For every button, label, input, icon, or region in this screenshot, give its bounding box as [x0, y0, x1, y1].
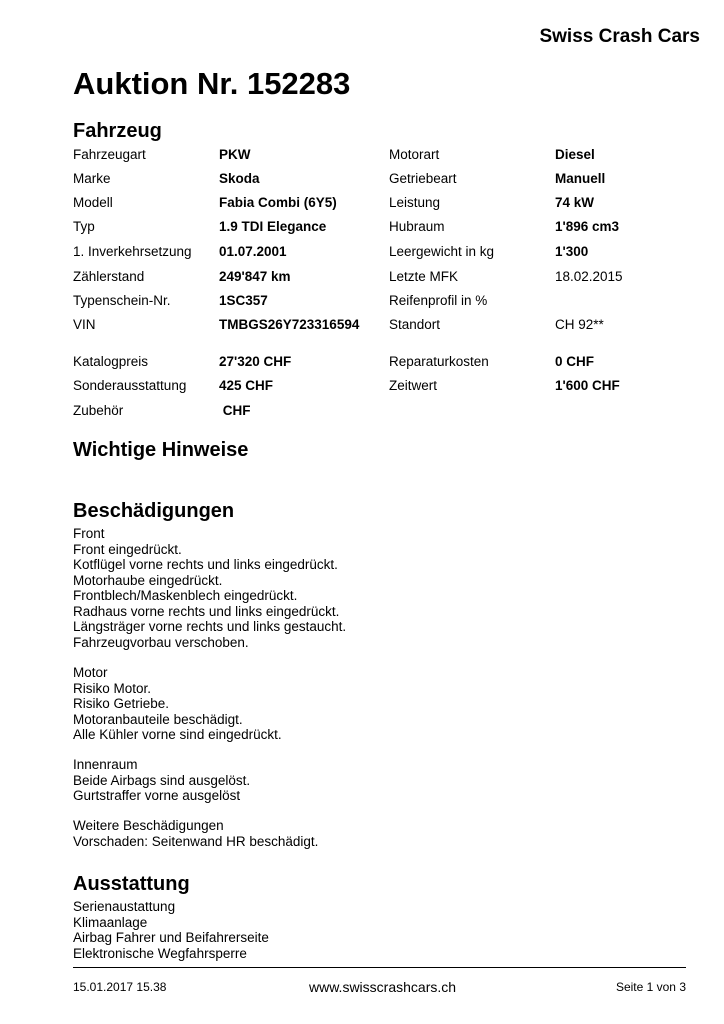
field-label: Leistung: [389, 195, 441, 210]
field-value: TMBGS26Y723316594: [219, 317, 360, 332]
damage-line: Motorhaube eingedrückt.: [73, 572, 223, 588]
damage-group-motor: [73, 665, 282, 743]
field-value: 1.9 TDI Elegance: [219, 219, 327, 234]
damage-line: Risiko Getriebe.: [73, 696, 170, 711]
field-value: Skoda: [219, 171, 260, 186]
field-label: Hubraum: [389, 219, 445, 234]
price-row: [0, 354, 724, 374]
footer-divider: [73, 967, 686, 968]
field-value: 27'320 CHF: [219, 354, 292, 369]
price-row: [0, 403, 724, 423]
field-label: Motorart: [389, 147, 440, 162]
damage-line: Front: [73, 526, 105, 541]
vehicle-row: [0, 219, 724, 239]
field-label: Zeitwert: [389, 378, 438, 393]
damage-line: Risiko Motor.: [73, 680, 152, 696]
equipment-item: Elektronische Wegfahrsperre: [73, 945, 247, 961]
vehicle-row: [0, 244, 724, 264]
vehicle-row: [0, 147, 724, 167]
equipment-item: Serienaustattung: [73, 899, 176, 914]
brand-name: Swiss Crash Cars: [539, 26, 700, 47]
equipment-item: Klimaanlage: [73, 914, 148, 930]
damage-group-front: [73, 526, 346, 650]
field-value: CH 92**: [555, 317, 604, 332]
field-value: 425 CHF: [219, 378, 274, 393]
damage-line: Längsträger vorne rechts und links gestaucht.: [73, 619, 347, 634]
damage-line: Vorschaden: Seitenwand HR beschädigt.: [73, 833, 319, 849]
field-value: 01.07.2001: [219, 244, 287, 259]
field-label: Getriebeart: [389, 171, 457, 186]
field-value: Fabia Combi (6Y5): [219, 195, 337, 210]
footer-date: 15.01.2017 15.38: [73, 980, 167, 994]
field-label: Leergewicht in kg: [389, 244, 495, 259]
field-value: 1'300: [555, 244, 589, 259]
field-value: 1'600 CHF: [555, 378, 620, 393]
field-value: Diesel: [555, 147, 595, 162]
damage-line: Beide Airbags sind ausgelöst.: [73, 772, 251, 788]
field-value: Manuell: [555, 171, 606, 186]
field-label: Typenschein-Nr.: [73, 293, 171, 308]
section-heading-damages: Beschädigungen: [73, 500, 235, 522]
damage-line: Kotflügel vorne rechts und links eingedrückt.: [73, 557, 338, 572]
field-label: Letzte MFK: [389, 269, 459, 284]
field-label: Sonderausstattung: [73, 378, 187, 393]
damage-group-interior: [73, 757, 250, 804]
vehicle-row: [0, 293, 724, 313]
equipment-item: Airbag Fahrer und Beifahrerseite: [73, 930, 269, 945]
field-label: Marke: [73, 171, 111, 186]
footer-page-number: Seite 1 von 3: [615, 980, 686, 994]
field-value: 18.02.2015: [555, 269, 623, 284]
damage-line: Frontblech/Maskenblech eingedrückt.: [73, 588, 298, 603]
vehicle-row: [0, 171, 724, 191]
vehicle-row: [0, 195, 724, 215]
vehicle-row: [0, 317, 724, 337]
footer-website-link[interactable]: www.swisscrashcars.ch: [309, 979, 457, 995]
damage-line: Motor: [73, 665, 108, 680]
damage-group-other: [73, 818, 318, 849]
field-label: Typ: [73, 219, 95, 234]
field-value: 249'847 km: [219, 269, 291, 284]
field-value: 0 CHF: [555, 354, 595, 369]
field-value: 74 kW: [555, 195, 595, 210]
field-value: 1SC357: [219, 293, 268, 308]
damage-line: Innenraum: [73, 757, 138, 772]
section-heading-vehicle: Fahrzeug: [73, 120, 162, 142]
damage-line: Fahrzeugvorbau verschoben.: [73, 634, 249, 650]
field-label: Katalogpreis: [73, 354, 149, 369]
field-label: Fahrzeugart: [73, 147, 146, 162]
field-value: CHF: [219, 403, 251, 418]
damage-line: Radhaus vorne rechts und links eingedrückt.: [73, 603, 340, 619]
damage-line: Gurtstraffer vorne ausgelöst: [73, 788, 241, 803]
section-heading-equipment: Ausstattung: [73, 873, 190, 895]
field-label: 1. Inverkehrsetzung: [73, 244, 192, 259]
field-label: Reparaturkosten: [389, 354, 489, 369]
page-title: Auktion Nr. 152283: [73, 66, 351, 101]
field-label: VIN: [73, 317, 96, 332]
field-value: 1'896 cm3: [555, 219, 620, 234]
damage-line: Motoranbauteile beschädigt.: [73, 711, 243, 727]
section-heading-notes: Wichtige Hinweise: [73, 439, 249, 461]
field-label: Modell: [73, 195, 113, 210]
field-label: Zählerstand: [73, 269, 145, 284]
field-value: PKW: [219, 147, 251, 162]
damage-line: Weitere Beschädigungen: [73, 818, 224, 833]
price-row: [0, 378, 724, 398]
field-label: Zubehör: [73, 403, 124, 418]
damage-line: Alle Kühler vorne sind eingedrückt.: [73, 727, 282, 742]
damage-line: Front eingedrückt.: [73, 541, 182, 557]
equipment-list: [73, 899, 269, 961]
field-label: Standort: [389, 317, 441, 332]
vehicle-row: [0, 269, 724, 289]
field-label: Reifenprofil in %: [389, 293, 488, 308]
